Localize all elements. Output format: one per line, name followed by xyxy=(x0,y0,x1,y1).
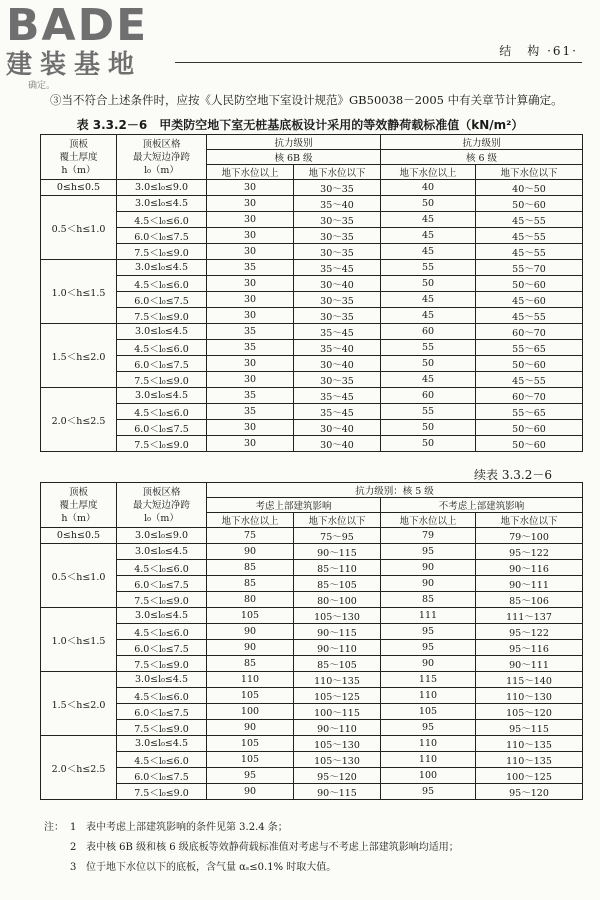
span-cell: 7.5＜l₀≤9.0 xyxy=(117,436,207,452)
load-value-cell: 45 xyxy=(381,372,476,388)
table-row xyxy=(41,404,583,420)
header-subgroup: 考虑上部建筑影响 xyxy=(207,498,381,513)
load-value-cell: 85 xyxy=(207,576,294,592)
load-value-cell: 50～60 xyxy=(476,356,583,372)
table-row xyxy=(41,736,583,752)
header-leaf: 地下水位以上 xyxy=(381,513,476,528)
load-value-cell: 90～110 xyxy=(294,720,381,736)
load-value-cell: 110 xyxy=(381,736,476,752)
load-value-cell: 95～120 xyxy=(476,784,583,800)
load-value-cell: 95～122 xyxy=(476,624,583,640)
load-value-cell: 75 xyxy=(207,528,294,544)
load-value-cell: 110 xyxy=(381,688,476,704)
load-value-cell: 55～70 xyxy=(476,260,583,276)
span-cell: 4.5＜l₀≤6.0 xyxy=(117,624,207,640)
table-row xyxy=(41,752,583,768)
load-value-cell: 30 xyxy=(207,308,294,324)
span-cell: 7.5＜l₀≤9.0 xyxy=(117,720,207,736)
load-value-cell: 90 xyxy=(207,720,294,736)
span-cell: 6.0＜l₀≤7.5 xyxy=(117,768,207,784)
span-cell: 6.0＜l₀≤7.5 xyxy=(117,576,207,592)
load-value-cell: 105～130 xyxy=(294,736,381,752)
load-value-cell: 105～130 xyxy=(294,608,381,624)
header-span: 顶板区格 最大短边净跨 l₀（m） xyxy=(117,483,207,528)
load-value-cell: 90 xyxy=(381,560,476,576)
span-cell: 7.5＜l₀≤9.0 xyxy=(117,784,207,800)
load-value-cell: 50 xyxy=(381,196,476,212)
logo-wordmark: BADE xyxy=(6,0,149,51)
table-row xyxy=(41,292,583,308)
load-value-cell: 110 xyxy=(207,672,294,688)
load-value-cell: 40～50 xyxy=(476,180,583,196)
table-row xyxy=(41,180,583,196)
header-leaf: 地下水位以上 xyxy=(207,165,294,180)
span-cell: 3.0≤l₀≤4.5 xyxy=(117,196,207,212)
load-value-cell: 90 xyxy=(381,656,476,672)
cover-depth-cell: 0≤h≤0.5 xyxy=(41,528,117,544)
load-value-cell: 45～55 xyxy=(476,308,583,324)
header-leaf: 地下水位以上 xyxy=(207,513,294,528)
load-value-cell: 111 xyxy=(381,608,476,624)
load-value-cell: 90 xyxy=(207,544,294,560)
cover-depth-cell: 1.0＜h≤1.5 xyxy=(41,608,117,672)
table-row xyxy=(41,608,583,624)
table-row xyxy=(41,260,583,276)
span-cell: 6.0＜l₀≤7.5 xyxy=(117,420,207,436)
header-leaf: 地下水位以上 xyxy=(381,165,476,180)
span-cell: 3.0≤l₀≤4.5 xyxy=(117,736,207,752)
table-body xyxy=(41,528,583,800)
load-value-cell: 60～70 xyxy=(476,324,583,340)
load-value-cell: 95 xyxy=(381,544,476,560)
load-value-cell: 30 xyxy=(207,276,294,292)
text-fragment: 确定。 xyxy=(28,81,56,91)
table-row xyxy=(41,768,583,784)
load-value-cell: 30～40 xyxy=(294,420,381,436)
load-value-cell: 30～35 xyxy=(294,308,381,324)
footnote xyxy=(44,818,459,838)
continued-table-caption: 续表 3.3.2－6 xyxy=(474,468,552,482)
footnote-text: 表中核 6B 级和核 6 级底板等效静荷载标准值对考虑与不考虑上部建筑影响均适用； xyxy=(86,842,459,853)
footnote-number: 1 xyxy=(70,822,77,833)
span-cell: 4.5＜l₀≤6.0 xyxy=(117,404,207,420)
cover-depth-cell: 1.5＜h≤2.0 xyxy=(41,672,117,736)
load-value-cell: 30 xyxy=(207,356,294,372)
header-rule xyxy=(175,62,582,63)
load-value-cell: 50～60 xyxy=(476,436,583,452)
load-value-cell: 90～111 xyxy=(476,656,583,672)
footnote xyxy=(44,838,459,858)
header-subgroup: 核 6 级 xyxy=(381,150,583,165)
load-value-cell: 100～115 xyxy=(294,704,381,720)
load-value-cell: 30～35 xyxy=(294,292,381,308)
load-value-cell: 85～106 xyxy=(476,592,583,608)
table-body xyxy=(41,180,583,452)
load-value-cell: 105 xyxy=(207,752,294,768)
span-cell: 3.0≤l₀≤9.0 xyxy=(117,528,207,544)
table-row xyxy=(41,276,583,292)
load-value-cell: 45～60 xyxy=(476,292,583,308)
load-value-cell: 110 xyxy=(381,752,476,768)
table-row xyxy=(41,324,583,340)
load-value-cell: 110～135 xyxy=(476,736,583,752)
span-cell: 7.5＜l₀≤9.0 xyxy=(117,372,207,388)
table-row xyxy=(41,576,583,592)
footnote xyxy=(44,858,459,878)
load-value-cell: 115～140 xyxy=(476,672,583,688)
load-value-cell: 35～40 xyxy=(294,196,381,212)
load-value-cell: 105～125 xyxy=(294,688,381,704)
load-value-cell: 79～100 xyxy=(476,528,583,544)
span-cell: 6.0＜l₀≤7.5 xyxy=(117,704,207,720)
span-cell: 6.0＜l₀≤7.5 xyxy=(117,228,207,244)
load-value-cell: 30～40 xyxy=(294,436,381,452)
load-value-cell: 30～35 xyxy=(294,180,381,196)
load-value-cell: 115 xyxy=(381,672,476,688)
load-value-cell: 95 xyxy=(207,768,294,784)
load-value-cell: 45 xyxy=(381,212,476,228)
header-cover-depth: 顶板 覆土厚度 h（m） xyxy=(41,135,117,180)
span-cell: 3.0≤l₀≤4.5 xyxy=(117,260,207,276)
span-cell: 6.0＜l₀≤7.5 xyxy=(117,640,207,656)
load-value-cell: 45 xyxy=(381,308,476,324)
cover-depth-cell: 2.0＜h≤2.5 xyxy=(41,736,117,800)
load-table-main xyxy=(40,134,583,452)
footnote-number: 2 xyxy=(70,842,77,853)
header-leaf: 地下水位以下 xyxy=(294,513,381,528)
load-value-cell: 40 xyxy=(381,180,476,196)
table-row xyxy=(41,228,583,244)
span-cell: 7.5＜l₀≤9.0 xyxy=(117,592,207,608)
load-value-cell: 105 xyxy=(207,688,294,704)
load-value-cell: 45 xyxy=(381,292,476,308)
table-row xyxy=(41,196,583,212)
load-value-cell: 35 xyxy=(207,324,294,340)
load-value-cell: 95 xyxy=(381,784,476,800)
span-cell: 7.5＜l₀≤9.0 xyxy=(117,656,207,672)
load-value-cell: 90～115 xyxy=(294,784,381,800)
load-value-cell: 60 xyxy=(381,388,476,404)
load-value-cell: 100 xyxy=(381,768,476,784)
load-value-cell: 85～110 xyxy=(294,560,381,576)
load-value-cell: 90 xyxy=(381,576,476,592)
load-value-cell: 100 xyxy=(207,704,294,720)
span-cell: 3.0≤l₀≤4.5 xyxy=(117,544,207,560)
load-value-cell: 75～95 xyxy=(294,528,381,544)
span-cell: 4.5＜l₀≤6.0 xyxy=(117,688,207,704)
table-row xyxy=(41,720,583,736)
table-row xyxy=(41,560,583,576)
header-leaf: 地下水位以下 xyxy=(294,165,381,180)
load-value-cell: 50 xyxy=(381,436,476,452)
load-value-cell: 95～120 xyxy=(294,768,381,784)
load-value-cell: 90 xyxy=(207,640,294,656)
load-value-cell: 30～35 xyxy=(294,228,381,244)
span-cell: 4.5＜l₀≤6.0 xyxy=(117,560,207,576)
load-value-cell: 30～35 xyxy=(294,212,381,228)
load-value-cell: 30 xyxy=(207,244,294,260)
span-cell: 7.5＜l₀≤9.0 xyxy=(117,308,207,324)
load-value-cell: 100～125 xyxy=(476,768,583,784)
table-row xyxy=(41,244,583,260)
load-value-cell: 90～116 xyxy=(476,560,583,576)
load-value-cell: 95～115 xyxy=(476,720,583,736)
load-value-cell: 80～100 xyxy=(294,592,381,608)
table-row xyxy=(41,212,583,228)
load-value-cell: 45～55 xyxy=(476,244,583,260)
load-value-cell: 50～60 xyxy=(476,276,583,292)
load-value-cell: 45 xyxy=(381,244,476,260)
span-cell: 6.0＜l₀≤7.5 xyxy=(117,292,207,308)
load-value-cell: 80 xyxy=(207,592,294,608)
load-value-cell: 35～45 xyxy=(294,324,381,340)
load-value-cell: 55～65 xyxy=(476,340,583,356)
load-value-cell: 35～45 xyxy=(294,388,381,404)
load-value-cell: 50 xyxy=(381,276,476,292)
load-value-cell: 90～111 xyxy=(476,576,583,592)
load-value-cell: 85～105 xyxy=(294,576,381,592)
load-value-cell: 35 xyxy=(207,340,294,356)
load-value-cell: 55 xyxy=(381,260,476,276)
load-value-cell: 105 xyxy=(207,736,294,752)
span-cell: 3.0≤l₀≤4.5 xyxy=(117,388,207,404)
cover-depth-cell: 1.0＜h≤1.5 xyxy=(41,260,117,324)
load-value-cell: 111～137 xyxy=(476,608,583,624)
load-value-cell: 85 xyxy=(381,592,476,608)
cover-depth-cell: 0≤h≤0.5 xyxy=(41,180,117,196)
load-value-cell: 30～40 xyxy=(294,356,381,372)
span-cell: 4.5＜l₀≤6.0 xyxy=(117,276,207,292)
load-value-cell: 30～35 xyxy=(294,244,381,260)
load-value-cell: 30 xyxy=(207,436,294,452)
header-subgroup: 不考虑上部建筑影响 xyxy=(381,498,583,513)
load-value-cell: 35 xyxy=(207,388,294,404)
load-value-cell: 105～120 xyxy=(476,704,583,720)
span-cell: 3.0≤l₀≤4.5 xyxy=(117,608,207,624)
header-level: 抗力级别 xyxy=(207,135,381,150)
load-value-cell: 85～105 xyxy=(294,656,381,672)
table-row xyxy=(41,544,583,560)
span-cell: 3.0≤l₀≤4.5 xyxy=(117,672,207,688)
header-leaf: 地下水位以下 xyxy=(476,165,583,180)
load-value-cell: 35 xyxy=(207,404,294,420)
header-span: 顶板区格 最大短边净跨 l₀（m） xyxy=(117,135,207,180)
table-row xyxy=(41,356,583,372)
load-value-cell: 55～65 xyxy=(476,404,583,420)
load-value-cell: 50 xyxy=(381,420,476,436)
load-value-cell: 95～116 xyxy=(476,640,583,656)
header-level: 抗力级别 xyxy=(381,135,583,150)
load-value-cell: 90 xyxy=(207,784,294,800)
load-value-cell: 85 xyxy=(207,560,294,576)
load-value-cell: 105～130 xyxy=(294,752,381,768)
load-value-cell: 30 xyxy=(207,372,294,388)
table-row xyxy=(41,528,583,544)
table-row xyxy=(41,704,583,720)
load-value-cell: 79 xyxy=(381,528,476,544)
running-head: 结 构 ·61· xyxy=(499,44,578,58)
load-value-cell: 105 xyxy=(207,608,294,624)
table-row xyxy=(41,308,583,324)
load-value-cell: 50～60 xyxy=(476,420,583,436)
load-value-cell: 55 xyxy=(381,404,476,420)
table-row xyxy=(41,388,583,404)
load-value-cell: 45～55 xyxy=(476,212,583,228)
span-cell: 3.0≤l₀≤9.0 xyxy=(117,180,207,196)
load-value-cell: 35～45 xyxy=(294,260,381,276)
load-value-cell: 30 xyxy=(207,292,294,308)
table-row xyxy=(41,672,583,688)
load-value-cell: 95 xyxy=(381,640,476,656)
load-value-cell: 55 xyxy=(381,340,476,356)
cover-depth-cell: 0.5＜h≤1.0 xyxy=(41,544,117,608)
table-row xyxy=(41,784,583,800)
header-subgroup: 核 6B 级 xyxy=(207,150,381,165)
footnote-text: 表中考虑上部建筑影响的条件见第 3.2.4 条； xyxy=(86,822,288,833)
load-value-cell: 110～135 xyxy=(294,672,381,688)
load-value-cell: 30～35 xyxy=(294,372,381,388)
cover-depth-cell: 0.5＜h≤1.0 xyxy=(41,196,117,260)
table-row xyxy=(41,624,583,640)
table-row xyxy=(41,656,583,672)
load-value-cell: 50 xyxy=(381,356,476,372)
load-value-cell: 45～55 xyxy=(476,372,583,388)
load-value-cell: 95～122 xyxy=(476,544,583,560)
cover-depth-cell: 1.5＜h≤2.0 xyxy=(41,324,117,388)
load-value-cell: 95 xyxy=(381,624,476,640)
load-value-cell: 85 xyxy=(207,656,294,672)
load-value-cell: 35～40 xyxy=(294,340,381,356)
load-value-cell: 45 xyxy=(381,228,476,244)
footnote-number: 3 xyxy=(70,862,77,873)
load-value-cell: 95 xyxy=(381,720,476,736)
header-cover-depth: 顶板 覆土厚度 h（m） xyxy=(41,483,117,528)
span-cell: 4.5＜l₀≤6.0 xyxy=(117,752,207,768)
table-caption: 表 3.3.2－6 甲类防空地下室无桩基底板设计采用的等效静荷载标准值（kN/m²） xyxy=(76,118,524,132)
note-line: ③当不符合上述条件时，应按《人民防空地下室设计规范》GB50038－2005 中有关章节计算确定。 xyxy=(50,93,563,107)
logo-subtitle: 建装基地 xyxy=(6,50,143,80)
footnote-text: 位于地下水位以下的底板，含气量 αₛ≤0.1% 时取大值。 xyxy=(86,862,337,873)
load-value-cell: 35 xyxy=(207,260,294,276)
load-value-cell: 30 xyxy=(207,420,294,436)
table-row xyxy=(41,592,583,608)
load-value-cell: 45～55 xyxy=(476,228,583,244)
span-cell: 4.5＜l₀≤6.0 xyxy=(117,340,207,356)
load-value-cell: 60～70 xyxy=(476,388,583,404)
cover-depth-cell: 2.0＜h≤2.5 xyxy=(41,388,117,452)
load-table-continued xyxy=(40,482,583,800)
load-value-cell: 30 xyxy=(207,180,294,196)
table-row xyxy=(41,372,583,388)
load-value-cell: 90～115 xyxy=(294,624,381,640)
load-value-cell: 30 xyxy=(207,196,294,212)
load-value-cell: 60 xyxy=(381,324,476,340)
table-row xyxy=(41,688,583,704)
footnote-label: 注： xyxy=(44,822,64,833)
load-value-cell: 30 xyxy=(207,228,294,244)
load-value-cell: 110～135 xyxy=(476,752,583,768)
load-value-cell: 90～115 xyxy=(294,544,381,560)
header-leaf: 地下水位以下 xyxy=(476,513,583,528)
load-value-cell: 30 xyxy=(207,212,294,228)
load-value-cell: 30～40 xyxy=(294,276,381,292)
load-value-cell: 50～60 xyxy=(476,196,583,212)
table-row xyxy=(41,436,583,452)
load-value-cell: 105 xyxy=(381,704,476,720)
table-row xyxy=(41,640,583,656)
footnotes xyxy=(44,818,459,878)
span-cell: 6.0＜l₀≤7.5 xyxy=(117,356,207,372)
span-cell: 7.5＜l₀≤9.0 xyxy=(117,244,207,260)
table-row xyxy=(41,420,583,436)
load-value-cell: 110～130 xyxy=(476,688,583,704)
span-cell: 4.5＜l₀≤6.0 xyxy=(117,212,207,228)
table-row xyxy=(41,340,583,356)
header-level: 抗力级别：核 5 级 xyxy=(207,483,583,498)
load-value-cell: 35～45 xyxy=(294,404,381,420)
load-value-cell: 90 xyxy=(207,624,294,640)
load-value-cell: 90～110 xyxy=(294,640,381,656)
span-cell: 3.0≤l₀≤4.5 xyxy=(117,324,207,340)
